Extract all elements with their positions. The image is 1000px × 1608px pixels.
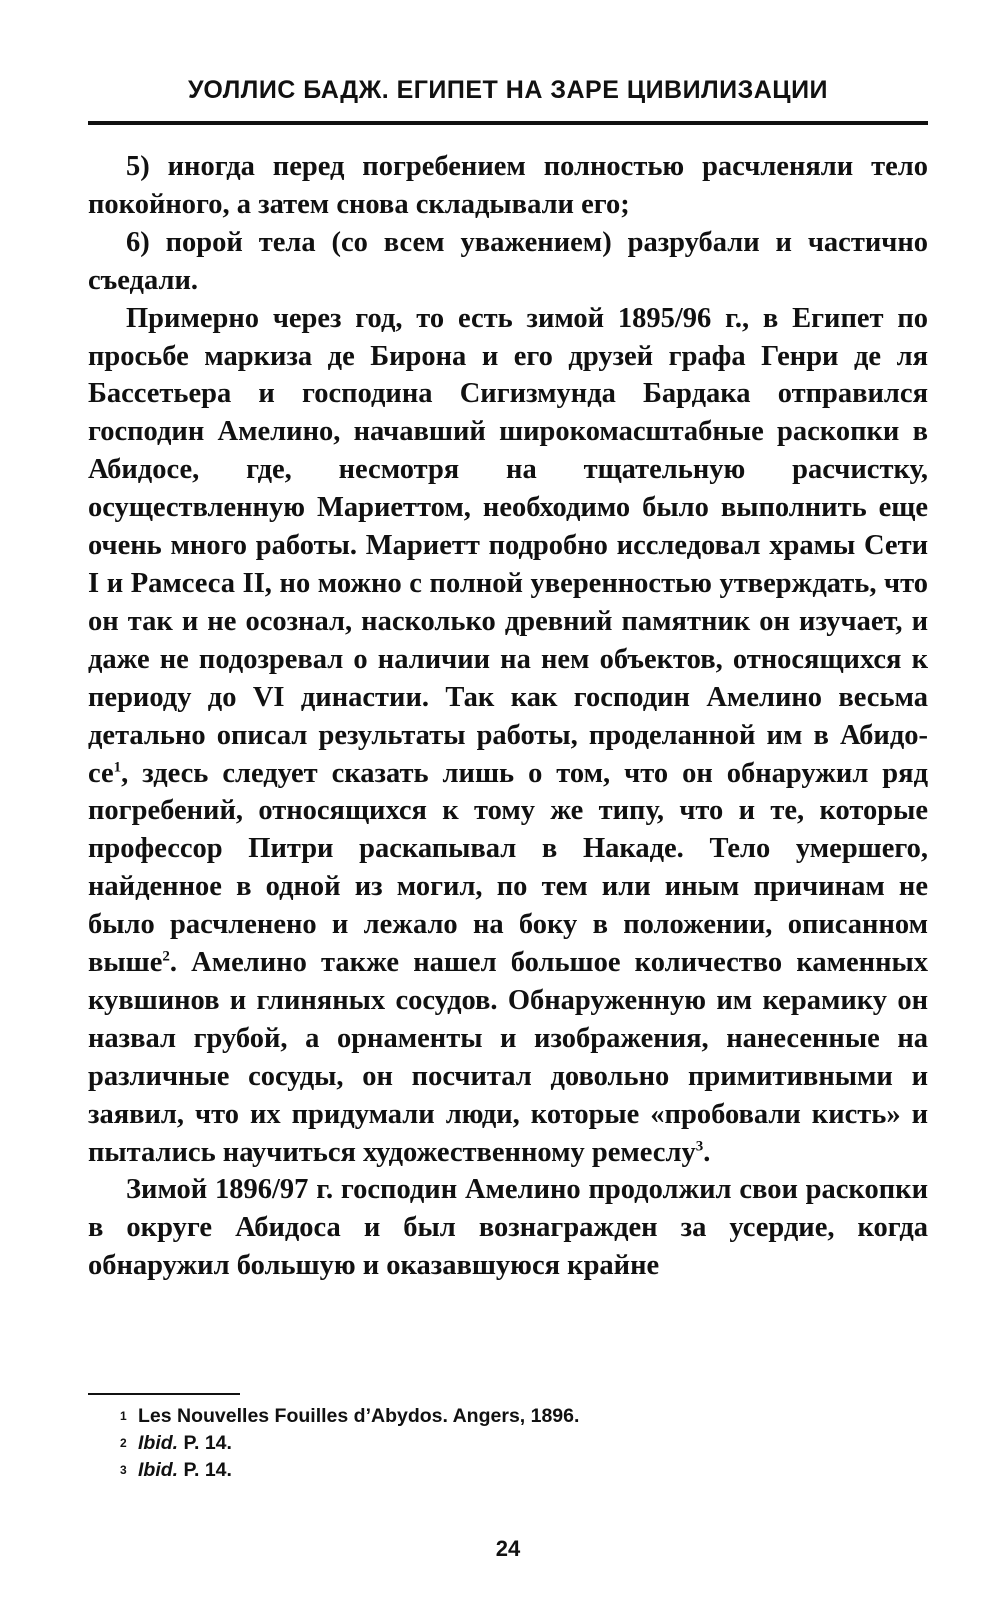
- footnote-rule: [88, 1393, 240, 1395]
- footnote-ibid: Ibid.: [138, 1432, 179, 1454]
- footnote-2: [88, 1430, 928, 1457]
- paragraph-2: Зимой 1896/97 г. господин Амелино продолжил свои раскопки в округе Абидоса и был вознагражден за усердие, когда обнаружил большую и оказавшуюся крайне: [88, 1174, 928, 1282]
- footnote-mark: 2: [120, 1436, 127, 1450]
- footnotes: [88, 1403, 928, 1484]
- footnote-ibid: Ibid.: [138, 1459, 179, 1481]
- header-rule: [88, 121, 928, 125]
- footnote-3: [88, 1457, 928, 1484]
- footnote-text: [138, 1459, 232, 1481]
- footnote-page: P. 14.: [178, 1459, 232, 1481]
- paragraph-1-text-a: Примерно через год, то есть зимой 1895/96 г., в Египет по просьбе маркиза де Бирона и его друзей графа Генри де ля Бассетьера и господина Сигизмунда Бардака отправился господин Амелино, начавший широкомасштабные раскопки в Абидосе, где, несмотря на тщательную расчистку, осуществленную Мариеттом, необходимо было выполнить еще очень много работы. Мариетт подробно исследовал храмы Сети I и Рамсеса II, но можно с полной уверенностью утверждать, что он так и не осознал, насколько древний памятник он изучает, и даже не подозревал о наличии на нем объектов, относящихся к периоду до VI династии. Так как господин Амелино весьма детально описал результаты работы, проделанной им в Абидосе: [88, 302, 928, 789]
- footnote-mark: 3: [120, 1463, 127, 1477]
- footnote-ref-1: 1: [113, 759, 122, 775]
- paragraph-1-text-d: .: [703, 1136, 711, 1168]
- footnote-page: P. 14.: [178, 1432, 232, 1454]
- footnote-ref-3: 3: [695, 1138, 704, 1155]
- paragraph-1-text-c: . Амелино также нашел большое количество каменных кувшинов и глиняных сосудов. Обнаруженную им керамику он назвал грубой, а орнаменты и изображения, нанесенные на различные сосуды, он посчитал довольно примитивными и заявил, что их придумали люди, которые «пробовали кисть» и пытались научиться художественному ремеслу: [88, 947, 928, 1168]
- footnote-1: [88, 1403, 928, 1430]
- list-item-5: 5) иногда перед погребением полностью расчленяли тело покойного, а затем снова складывали его;: [88, 151, 928, 220]
- footnote-text: Les Nouvelles Fouilles d’Abydos. Angers, 1896.: [138, 1405, 580, 1427]
- paragraph-1-text-b: , здесь следует сказать лишь о том, что он обнаружил ряд погребений, относящихся к тому же типу, что и те, которые профессор Питри раскапывал в Накаде. Тело умершего, найденное в одной из могил, по тем или иным причинам не было расчленено и лежало на боку в положении, описанном выше: [88, 757, 928, 979]
- footnote-text: [138, 1432, 232, 1454]
- footnote-mark: 1: [120, 1409, 127, 1423]
- paragraph-1: [88, 300, 928, 1172]
- page-number: 24: [495, 1536, 521, 1561]
- list-item-6: 6) порой тела (со всем уважением) разрубали и частично съедали.: [88, 226, 928, 296]
- running-title: УОЛЛИС БАДЖ. ЕГИПЕТ НА ЗАРЕ ЦИВИЛИЗАЦИИ: [187, 76, 829, 104]
- footnote-ref-2: 2: [162, 948, 170, 965]
- body-text: [88, 148, 928, 1285]
